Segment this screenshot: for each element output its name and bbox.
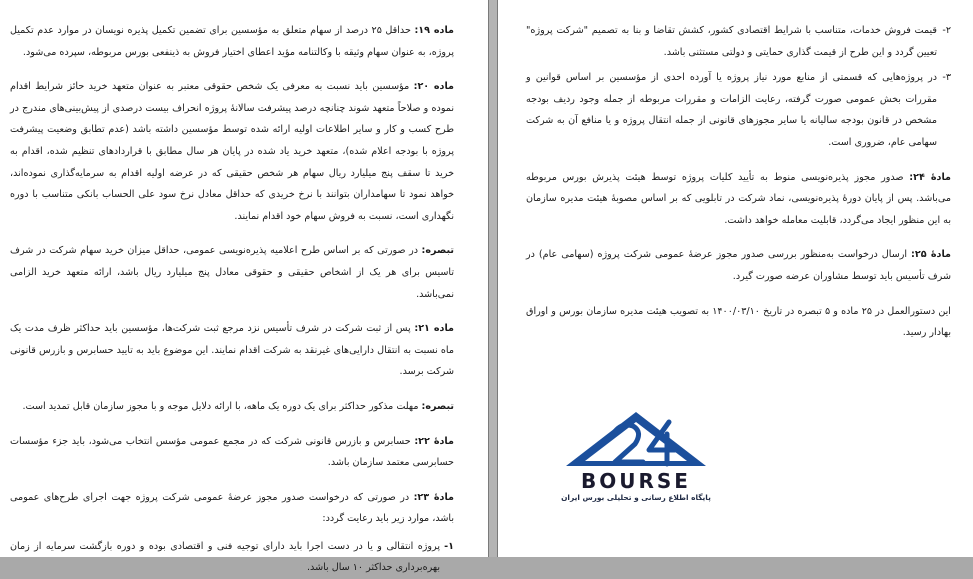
article-20: ماده ۲۰: مؤسسین باید نسبت به معرفی یک شخص حقوقی معتبر به عنوان متعهد خرید حائز شرایط اقدام نموده و صلاحاً متعهد شوند چنانچه درصد پیشرفت سالانهٔ پروژه انحراف بیست درصدی از پیش‌بینی‌های مندرج در طرح کسب و کار و سایر اطلاعات اولیه ارائه شده توسط مؤسسین داشته باشد (عدم تطابق وضعیت پیشرفت پروژه با بودجه اعلام شده)، متعهد خرید یاد شده در پایان هر سال مطابق با قراردادهای تنظیم شده، اقدام به خرید تا سقف پنج میلیارد ریال سهام هر شخص حقیقی که در عرضه اولیه اقدام به سرمایه‌گذاری نموده‌اند، خواهد نمود تا سهامداران بتوانند با نرخ خریدی که حداقل معادل نرخ سود علی الحساب بانکی متناسب با دوره نگهداری است، نسبت به فروش سهام خود اقدام نمایند. bbox=[10, 81, 454, 222]
left-page bbox=[0, 0, 488, 574]
article-22: مادهٔ ۲۲: حسابرس و بازرس قانونی شرکت که در مجمع عمومی مؤسس انتخاب می‌شود، باید جزء مؤسسات حسابرسی معتمد سازمان باشد. bbox=[10, 435, 454, 469]
article-21: ماده ۲۱: پس از ثبت شرکت در شرف تأسیس نزد مرجع ثبت شرکت‌ها، مؤسسین باید حداکثر ظرف مدت یک ماه نسبت به انتقال دارایی‌های غیرنقد به شرکت اقدام نمایند. این موضوع باید به تایید حسابرس و بازرس قانونی شرکت برسد. bbox=[10, 323, 454, 378]
list-item: ۱- پروژه انتقالی و یا در دست اجرا باید دارای توجیه فنی و اقتصادی بوده و دوره بازگشت سرمایه از زمان بهره‌برداری حداکثر ۱۰ سال باشد. bbox=[10, 540, 454, 574]
bourse-logo bbox=[551, 404, 721, 514]
logo-wordmark: BOURSE bbox=[581, 469, 691, 492]
article-23: مادهٔ ۲۳: در صورتی که درخواست صدور مجوز عرضهٔ عمومی شرکت پروژه جهت اجرای طرح‌های عمومی باشد، موارد زیر باید رعایت گردد: bbox=[10, 491, 454, 525]
note-article-21: تبصره: مهلت مذکور حداکثر برای یک دوره یک ماهه، با ارائه دلایل موجه و با مجوز سازمان قابل تمدید است. bbox=[22, 400, 454, 412]
article-25: مادهٔ ۲۵: ارسال درخواست به‌منظور بررسی صدور مجوز عرضهٔ عمومی شرکت پروژه (سهامی عام) در شرف تأسیس باید توسط مشاوران عرضه صورت گیرد. bbox=[526, 249, 951, 282]
note-article-20: تبصره: در صورتی که بر اساس طرح اعلامیه پذیره‌نویسی عمومی، حداقل میزان خرید سهام شرکت در شرف تاسیس برای هر یک از اشخاص حقیقی و حقوقی معادل پنج میلیارد ریال باشد، ارائه متعهد خرید الزامی نمی‌باشد. bbox=[10, 245, 454, 300]
article-19: ماده ۱۹: حداقل ۲۵ درصد از سهام متعلق به مؤسسین برای تضمین تکمیل پذیره نویسان در موارد عدم تکمیل پروژه، به عنوان سهام وثیقه با وکالتنامه مؤید اعطای اختیار فروش به ذینفعی بورس مربوطه، سپرده می‌شود. bbox=[10, 25, 454, 58]
article-24: مادهٔ ۲۴: صدور مجوز پذیره‌نویسی منوط به تأیید کلیات پروژه توسط هیئت پذیرش بورس مربوطه می‌باشد. پس از پایان دورهٔ پذیره‌نویسی، نماد شرکت در تابلویی که بر اساس مصوبهٔ هیئت مدیره سازمان به این منظور ایجاد می‌گردد، قابلیت معامله خواهد داشت. bbox=[526, 171, 951, 226]
list-item: ۳- در پروژه‌هایی که قسمتی از منابع مورد نیاز پروژه یا آورده احدی از مؤسسین بر اساس قوانین و مقررات بخش عمومی صورت گرفته، رعایت الزامات و مقررات مربوطه از جمله وجود ردیف بودجه مشخص در قانون بودجه سالیانه یا سایر مجوزهای قانونی از جمله انتقال پروژه و یا منافع آن به شرکت سهامی عام، ضروری است. bbox=[526, 72, 951, 148]
bourse-logo-mark bbox=[551, 404, 721, 492]
list-item: ۲- قیمت فروش خدمات، متناسب با شرایط اقتصادی کشور، کشش تقاضا و بنا به تصمیم "شرکت پروژه" تعیین گردد و این طرح از قیمت گذاری حمایتی و دولتی مستثنی باشد. bbox=[526, 25, 951, 58]
approval-note: این دستورالعمل در ۲۵ ماده و ۵ تبصره در تاریخ ۱۴۰۰/۰۳/۱۰ به تصویب هیئت مدیره سازمان بورس و اوراق بهادار رسید. bbox=[526, 305, 951, 339]
logo-tagline: پایگاه اطلاع رسانی و تحلیلی بورس ایران bbox=[561, 493, 711, 502]
page-gutter bbox=[488, 0, 498, 557]
right-page bbox=[498, 0, 973, 557]
